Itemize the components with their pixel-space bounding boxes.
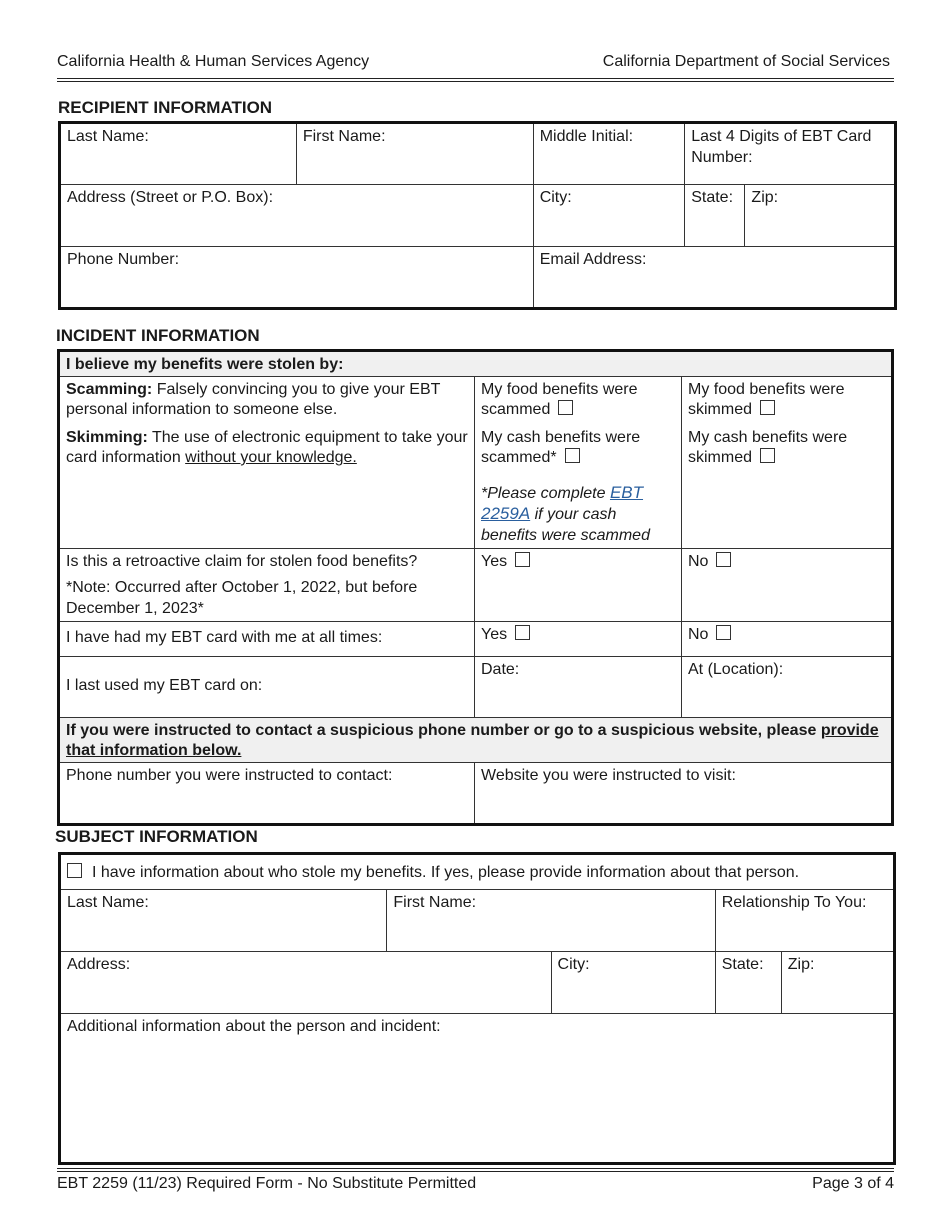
last-used-label: I last used my EBT card on: [59, 656, 475, 717]
recipient-city-field[interactable] [533, 185, 685, 247]
city-label: City: [539, 189, 572, 206]
retroactive-yes-checkbox[interactable] [515, 552, 530, 567]
retroactive-note: *Note: Occurred after October 1, 2022, but before December 1, 2023* [66, 579, 418, 617]
scammed-options-cell [475, 376, 682, 548]
cash-skimmed-option[interactable] [688, 428, 885, 469]
skimming-term: Skimming: [66, 428, 148, 446]
website-instructed-label: Website you were instructed to visit: [481, 766, 736, 784]
subject-state-field[interactable] [715, 952, 781, 1014]
first-name-label: First Name: [302, 128, 386, 145]
note-suffix: if your cash benefits were scammed [481, 506, 650, 544]
retroactive-no-option[interactable] [682, 548, 893, 621]
food-skimmed-checkbox[interactable] [760, 400, 775, 415]
cash-scammed-label: My cash benefits were scammed* [481, 428, 641, 466]
recipient-zip-field[interactable] [745, 185, 896, 247]
recipient-first-name-field[interactable] [296, 123, 533, 185]
last-used-location-field[interactable] [682, 656, 893, 717]
subject-info-label: I have information about who stole my benefits. If yes, please provide information about that person. [92, 864, 800, 881]
card-with-me-label: I have had my EBT card with me at all times: [59, 621, 475, 656]
ebt-2259a-note [481, 483, 675, 547]
zip-label: Zip: [787, 956, 815, 973]
ebt-last4-label: Last 4 Digits of EBT Card Number: [691, 128, 872, 166]
last-name-label: Last Name: [67, 894, 149, 911]
suspicious-heading-underlined: provide that information below. [66, 721, 879, 759]
page-number: Page 3 of 4 [812, 1175, 894, 1192]
first-name-label: First Name: [393, 894, 477, 911]
definitions-cell [59, 376, 475, 548]
recipient-email-field[interactable] [533, 247, 895, 309]
food-skimmed-label: My food benefits were skimmed [688, 380, 845, 418]
cash-skimmed-label: My cash benefits were skimmed [688, 428, 848, 466]
last-used-date-field[interactable] [475, 656, 682, 717]
city-label: City: [557, 956, 590, 973]
note-prefix: *Please complete [481, 484, 610, 502]
stolen-by-heading: I believe my benefits were stolen by: [59, 351, 893, 377]
card-with-me-yes-option[interactable] [475, 621, 682, 656]
footer-divider-2 [57, 1171, 894, 1172]
retroactive-question: Is this a retroactive claim for stolen food benefits? [66, 552, 418, 570]
recipient-last-name-field[interactable] [60, 123, 297, 185]
address-label: Address: [67, 956, 131, 973]
subject-first-name-field[interactable] [387, 890, 715, 952]
subject-relationship-field[interactable] [715, 890, 894, 952]
card-with-me-no-checkbox[interactable] [716, 625, 731, 640]
skimmed-options-cell [682, 376, 893, 548]
agency-header: California Health & Human Services Agency [57, 53, 370, 70]
card-with-me-no-option[interactable] [682, 621, 893, 656]
recipient-ebt-last4-field[interactable] [685, 123, 896, 185]
yes-label: Yes [481, 625, 508, 643]
recipient-state-field[interactable] [685, 185, 745, 247]
retroactive-question-cell [59, 548, 475, 621]
recipient-middle-initial-field[interactable] [533, 123, 685, 185]
subject-city-field[interactable] [551, 952, 715, 1014]
suspicious-heading-text: If you were instructed to contact a suspicious phone number or go to a suspicious website, please [66, 721, 821, 739]
subject-additional-info-field[interactable] [60, 1014, 895, 1164]
address-label: Address (Street or P.O. Box): [67, 189, 274, 206]
subject-info-option[interactable] [60, 854, 895, 890]
retroactive-yes-option[interactable] [475, 548, 682, 621]
subject-last-name-field[interactable] [60, 890, 387, 952]
phone-instructed-label: Phone number you were instructed to contact: [66, 766, 393, 784]
food-skimmed-option[interactable] [688, 380, 885, 421]
ebt-2259a-link[interactable]: EBT 2259A [481, 482, 644, 523]
date-label: Date: [481, 660, 520, 678]
state-label: State: [691, 189, 734, 206]
incident-section-title: INCIDENT INFORMATION [56, 326, 260, 345]
card-with-me-yes-checkbox[interactable] [515, 625, 530, 640]
location-label: At (Location): [688, 660, 784, 678]
recipient-section-title: RECIPIENT INFORMATION [58, 98, 273, 117]
website-instructed-field[interactable] [475, 762, 893, 824]
subject-table [58, 852, 896, 1165]
food-scammed-checkbox[interactable] [558, 400, 573, 415]
suspicious-contact-heading [59, 717, 893, 762]
subject-address-field[interactable] [60, 952, 552, 1014]
footer-divider [57, 1168, 894, 1169]
subject-zip-field[interactable] [781, 952, 894, 1014]
recipient-address-field[interactable] [60, 185, 534, 247]
department-header: California Department of Social Services [602, 53, 890, 70]
subject-section-title: SUBJECT INFORMATION [55, 827, 258, 846]
skimming-definition-underlined: without your knowledge. [185, 449, 357, 466]
form-id-footer: EBT 2259 (11/23) Required Form - No Substitute Permitted [57, 1175, 477, 1192]
scamming-definition: Falsely convincing you to give your EBT personal information to someone else. [66, 380, 441, 418]
no-label: No [688, 625, 709, 643]
phone-instructed-field[interactable] [59, 762, 475, 824]
subject-info-checkbox[interactable] [67, 863, 82, 878]
middle-initial-label: Middle Initial: [539, 128, 634, 145]
no-label: No [688, 552, 709, 570]
additional-info-label: Additional information about the person and incident: [67, 1018, 441, 1035]
skimming-definition: The use of electronic equipment to take your card information [66, 428, 468, 466]
zip-label: Zip: [751, 189, 779, 206]
email-label: Email Address: [539, 251, 647, 268]
cash-scammed-option[interactable] [481, 428, 675, 469]
last-name-label: Last Name: [67, 128, 149, 145]
header-divider [57, 78, 894, 79]
relationship-label: Relationship To You: [721, 894, 867, 911]
scamming-term: Scamming: [66, 380, 153, 398]
cash-skimmed-checkbox[interactable] [760, 448, 775, 463]
retroactive-no-checkbox[interactable] [716, 552, 731, 567]
incident-table [57, 349, 894, 826]
food-scammed-label: My food benefits were scammed [481, 380, 638, 418]
state-label: State: [721, 956, 764, 973]
header-divider-2 [57, 81, 894, 82]
phone-label: Phone Number: [67, 251, 180, 268]
recipient-table [58, 121, 897, 310]
recipient-phone-field[interactable] [60, 247, 534, 309]
yes-label: Yes [481, 552, 508, 570]
food-scammed-option[interactable] [481, 380, 675, 421]
cash-scammed-checkbox[interactable] [565, 448, 580, 463]
